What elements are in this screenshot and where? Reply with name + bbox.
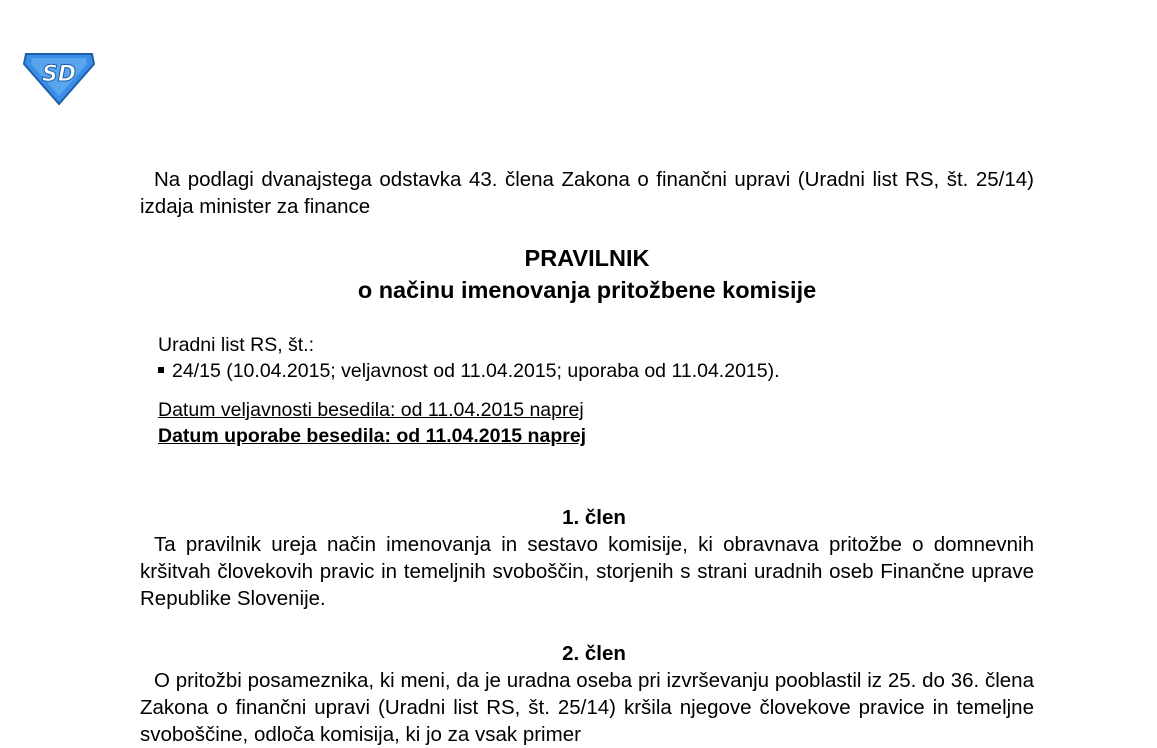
application-date: Datum uporabe besedila: od 11.04.2015 naprej: [158, 425, 587, 447]
article-heading: 2. člen: [562, 642, 626, 665]
title-line-2: o načinu imenovanja pritožbene komisije: [357, 277, 817, 303]
article-1: [140, 504, 1034, 612]
document-title: [140, 242, 1034, 306]
sd-logo: [22, 48, 96, 106]
article-heading: 1. člen: [562, 506, 626, 529]
title-line-1: PRAVILNIK: [524, 245, 650, 271]
publication-entry: [158, 358, 1034, 384]
publication-label: Uradni list RS, št.:: [158, 334, 315, 356]
sd-shield-logo-icon: [22, 48, 96, 106]
publication-entry-text: 24/15 (10.04.2015; veljavnost od 11.04.2015; uporaba od 11.04.2015).: [172, 360, 780, 382]
preamble: Na podlagi dvanajstega odstavka 43. člena Zakona o finančni upravi (Uradni list RS, št. 25/14) izdaja minister za finance: [140, 168, 1034, 218]
text-dates: [158, 397, 1034, 449]
document-body: [140, 166, 1034, 748]
publication-info: [158, 332, 1034, 384]
article-text: O pritožbi posameznika, ki meni, da je uradna oseba pri izvrševanju pooblastil iz 25. do 36. člena Zakona o finančni upravi (Uradni list RS, št. 25/14) kršila njegove človekove pravice in temeljne svoboščine, odloča komisija, ki jo za vsak primer: [140, 669, 1034, 746]
bullet-icon: [158, 367, 164, 373]
validity-date: Datum veljavnosti besedila: od 11.04.2015 naprej: [158, 399, 584, 421]
article-2: [140, 640, 1034, 748]
article-text: Ta pravilnik ureja način imenovanja in sestavo komisije, ki obravnava pritožbe o domnevnih kršitvah človekovih pravic in temeljnih svoboščin, storjenih s strani uradnih oseb Finančne uprave Republike Slovenije.: [140, 533, 1034, 610]
logo-text: SD: [41, 62, 77, 87]
